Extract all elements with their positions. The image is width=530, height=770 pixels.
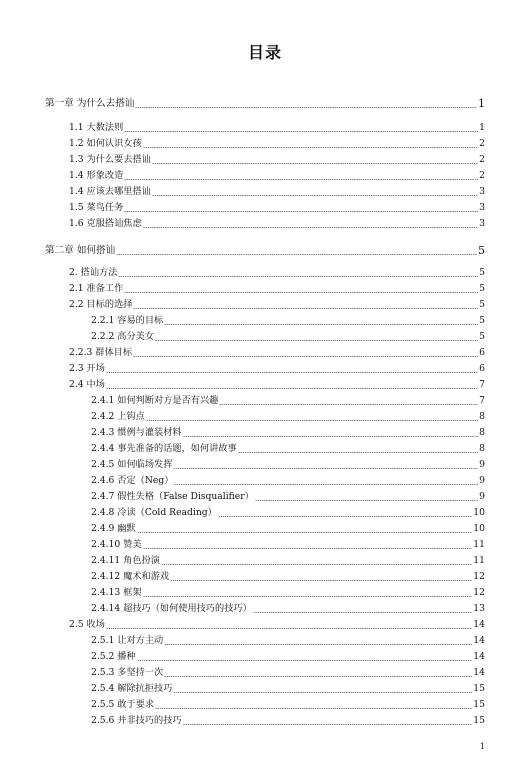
dot-leader xyxy=(135,107,477,108)
toc-entry-label: 2.4.9 幽默 xyxy=(91,523,136,534)
toc-entry[interactable] xyxy=(91,475,485,487)
toc-entry-page: 5 xyxy=(479,331,485,342)
toc-entry[interactable] xyxy=(91,603,485,615)
toc-entry-label: 2.4.5 如何临场发挥 xyxy=(91,459,173,470)
toc-entry-label: 1.2 如何认识女孩 xyxy=(69,138,142,149)
dot-leader xyxy=(173,692,472,693)
toc-entry-label: 2.4 中场 xyxy=(69,379,105,390)
toc-entry-page: 7 xyxy=(479,395,485,406)
toc-entry-label: 1.6 克服搭讪焦虑 xyxy=(69,218,142,229)
toc-entry-page: 5 xyxy=(478,244,485,257)
dot-leader xyxy=(106,372,478,373)
dot-leader xyxy=(155,708,472,709)
toc-entry-page: 10 xyxy=(473,507,485,518)
dot-leader xyxy=(219,404,478,405)
toc-entry-page: 14 xyxy=(473,651,485,662)
toc-entry-label: 第一章 为什么去搭讪 xyxy=(45,98,135,109)
toc-entry-label: 2.4.4 事先准备的话题，如何讲故事 xyxy=(91,443,237,454)
toc-entry[interactable] xyxy=(91,491,485,503)
toc-entry-label: 1.4 形象改造 xyxy=(69,170,124,181)
page-title: 目录 xyxy=(247,43,282,62)
toc-entry[interactable] xyxy=(91,683,485,695)
dot-leader xyxy=(143,227,478,228)
toc-entry[interactable] xyxy=(91,587,485,599)
toc-entry-label: 2.5.5 敢于要求 xyxy=(91,699,155,710)
toc-entry[interactable] xyxy=(69,619,485,631)
dot-leader xyxy=(183,724,473,725)
toc-entry[interactable] xyxy=(69,299,485,311)
dot-leader xyxy=(152,195,478,196)
toc-entry-label: 2.4.6 否定（Neg） xyxy=(91,475,174,486)
dot-leader xyxy=(124,211,478,212)
dot-leader xyxy=(124,131,478,132)
toc-entry-chapter-1[interactable] xyxy=(45,98,485,110)
dot-leader xyxy=(124,179,478,180)
toc-entry-label: 2.4.8 冷读（Cold Reading） xyxy=(91,507,217,518)
toc-entry[interactable] xyxy=(91,699,485,711)
toc-entry[interactable] xyxy=(91,539,485,551)
toc-entry-label: 2.4.3 惯例与灌装材料 xyxy=(91,427,182,438)
toc-entry-page: 15 xyxy=(473,715,485,726)
toc-entry-label: 2. 搭讪方法 xyxy=(69,267,118,278)
dot-leader xyxy=(164,676,472,677)
toc-entry-page: 5 xyxy=(479,299,485,310)
toc-entry-label: 1.4 应该去哪里搭讪 xyxy=(69,186,151,197)
toc-entry-chapter-2[interactable] xyxy=(45,245,485,257)
dot-leader xyxy=(152,163,478,164)
toc-entry[interactable] xyxy=(69,154,485,166)
toc-entry-page: 11 xyxy=(473,555,485,566)
toc-entry[interactable] xyxy=(91,443,485,455)
toc-entry-page: 12 xyxy=(473,571,485,582)
toc-entry[interactable] xyxy=(91,651,485,663)
toc-entry-label: 2.2 目标的选择 xyxy=(69,299,133,310)
toc-entry-label: 2.4.12 魔术和游戏 xyxy=(91,571,170,582)
toc-entry[interactable] xyxy=(91,571,485,583)
toc-entry-label: 2.4.11 角色扮演 xyxy=(91,555,160,566)
toc-entry-label: 2.2.3 群体目标 xyxy=(69,347,133,358)
toc-entry-label: 第二章 如何搭讪 xyxy=(45,245,116,256)
toc-entry-label: 2.5.3 多坚持一次 xyxy=(91,667,164,678)
toc-entry-label: 2.5.4 解除抗拒技巧 xyxy=(91,683,173,694)
dot-leader xyxy=(143,596,473,597)
toc-entry-page: 1 xyxy=(479,122,485,133)
toc-entry-page: 14 xyxy=(473,667,485,678)
dot-leader xyxy=(137,660,473,661)
toc-entry-label: 2.5 收场 xyxy=(69,619,105,630)
toc-entry[interactable] xyxy=(91,635,485,647)
toc-entry-page: 8 xyxy=(479,411,485,422)
dot-leader xyxy=(183,436,479,437)
toc-entry-page: 6 xyxy=(479,347,485,358)
toc-entry[interactable] xyxy=(91,667,485,679)
toc-entry[interactable] xyxy=(91,715,485,727)
toc-entry[interactable] xyxy=(69,138,485,150)
dot-leader xyxy=(174,484,478,485)
toc-entry[interactable] xyxy=(91,523,485,535)
toc-entry[interactable] xyxy=(91,395,485,407)
dot-leader xyxy=(137,532,473,533)
toc-entry[interactable] xyxy=(91,331,485,343)
toc-entry-page: 8 xyxy=(479,443,485,454)
toc-entry[interactable] xyxy=(91,427,485,439)
toc-entry-page: 6 xyxy=(479,363,485,374)
dot-leader xyxy=(124,292,478,293)
toc-entry[interactable] xyxy=(69,283,485,295)
dot-leader xyxy=(106,388,478,389)
dot-leader xyxy=(106,628,472,629)
toc-entry[interactable] xyxy=(69,379,485,391)
dot-leader xyxy=(116,254,477,255)
toc-entry-label: 2.5.1 让对方主动 xyxy=(91,635,164,646)
dot-leader xyxy=(146,420,478,421)
toc-entry-label: 2.2.1 容易的目标 xyxy=(91,315,164,326)
toc-entry-label: 2.4.13 框架 xyxy=(91,587,142,598)
toc-entry-label: 2.5.2 播种 xyxy=(91,651,136,662)
toc-entry-label: 1.3 为什么要去搭讪 xyxy=(69,154,151,165)
toc-entry-page: 15 xyxy=(473,683,485,694)
dot-leader xyxy=(164,324,478,325)
toc-entry[interactable] xyxy=(91,411,485,423)
toc-entry-page: 2 xyxy=(479,154,485,165)
toc-entry-label: 2.2.2 高分美女 xyxy=(91,331,155,342)
dot-leader xyxy=(173,468,478,469)
toc-entry-page: 9 xyxy=(479,475,485,486)
dot-leader xyxy=(255,500,478,501)
toc-entry[interactable] xyxy=(69,122,485,134)
toc-entry-page: 2 xyxy=(479,170,485,181)
toc-entry-label: 2.4.10 赞美 xyxy=(91,539,142,550)
dot-leader xyxy=(238,452,478,453)
toc-entry-page: 3 xyxy=(479,202,485,213)
toc-entry-page: 9 xyxy=(479,459,485,470)
dot-leader xyxy=(118,276,478,277)
toc-entry[interactable] xyxy=(69,363,485,375)
toc-entry-page: 11 xyxy=(473,539,485,550)
dot-leader xyxy=(161,564,472,565)
toc-entry-label: 2.5.6 并非技巧的技巧 xyxy=(91,715,182,726)
toc-entry-page: 14 xyxy=(473,635,485,646)
toc-entry-label: 2.3 开场 xyxy=(69,363,105,374)
toc-entry-page: 5 xyxy=(479,315,485,326)
dot-leader xyxy=(133,308,478,309)
toc-entry-page: 14 xyxy=(473,619,485,630)
toc-entry-label: 2.4.2 上钩点 xyxy=(91,411,145,422)
toc-entry[interactable] xyxy=(91,459,485,471)
toc-entry-page: 15 xyxy=(473,699,485,710)
toc-entry[interactable] xyxy=(69,170,485,182)
toc-entry-page: 10 xyxy=(473,523,485,534)
toc-entry[interactable] xyxy=(69,186,485,198)
dot-leader xyxy=(253,612,473,613)
page-number: 1 xyxy=(479,742,485,751)
toc-entry-label: 2.1 准备工作 xyxy=(69,283,124,294)
dot-leader xyxy=(143,147,478,148)
toc-entry-label: 2.4.7 假性失格（False Disqualifier） xyxy=(91,491,254,502)
toc-entry[interactable] xyxy=(69,347,485,359)
toc-entry-page: 13 xyxy=(473,603,485,614)
dot-leader xyxy=(170,580,472,581)
dot-leader xyxy=(143,548,473,549)
toc-entry[interactable] xyxy=(69,267,485,279)
toc-entry-label: 1.5 菜鸟任务 xyxy=(69,202,124,213)
toc-entry-label: 2.4.1 如何判断对方是否有兴趣 xyxy=(91,395,219,406)
toc-entry[interactable] xyxy=(91,315,485,327)
toc-entry-page: 12 xyxy=(473,587,485,598)
dot-leader xyxy=(133,356,478,357)
toc-entry-page: 3 xyxy=(479,186,485,197)
dot-leader xyxy=(155,340,478,341)
toc-entry[interactable] xyxy=(69,218,485,230)
toc-entry-page: 5 xyxy=(479,283,485,294)
dot-leader xyxy=(218,516,472,517)
toc-entry[interactable] xyxy=(69,202,485,214)
toc-entry-page: 2 xyxy=(479,138,485,149)
toc-entry-page: 3 xyxy=(479,218,485,229)
toc-entry-page: 7 xyxy=(479,379,485,390)
toc-entry-page: 9 xyxy=(479,491,485,502)
toc-entry[interactable] xyxy=(91,555,485,567)
toc-entry-page: 5 xyxy=(479,267,485,278)
dot-leader xyxy=(164,644,472,645)
toc-entry-page: 1 xyxy=(478,97,485,110)
toc-entry-page: 8 xyxy=(479,427,485,438)
toc-entry[interactable] xyxy=(91,507,485,519)
toc-entry-label: 1.1 大数法则 xyxy=(69,122,124,133)
toc-entry-label: 2.4.14 超技巧（如何使用技巧的技巧） xyxy=(91,603,252,614)
